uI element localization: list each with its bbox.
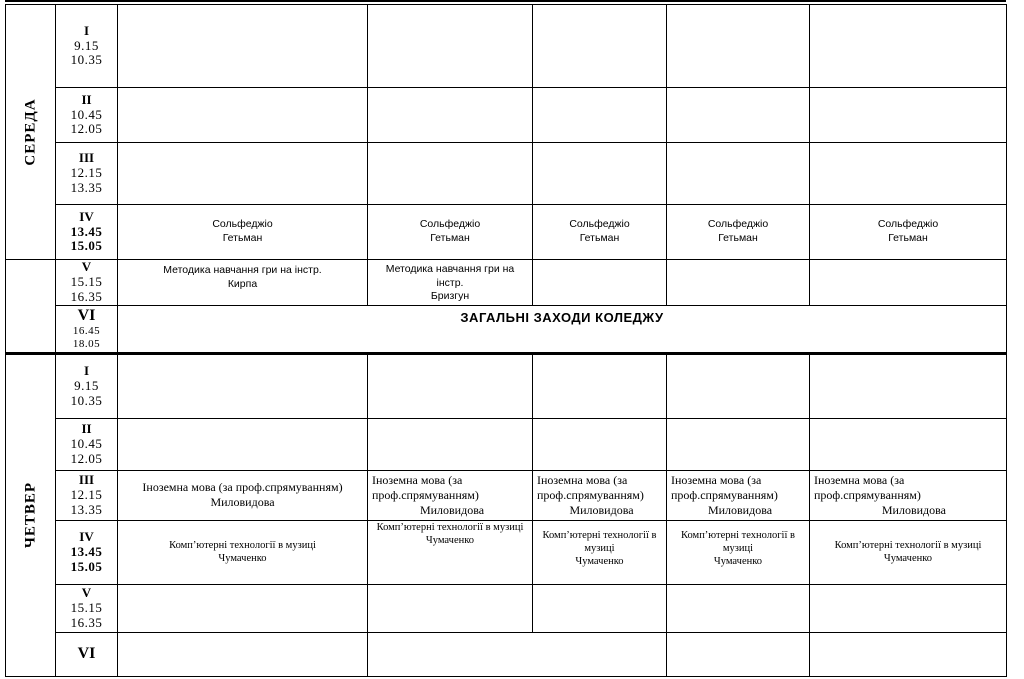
wed-row-6	[6, 305, 1007, 353]
pair-cell: V 15.15 16.35	[56, 584, 118, 632]
thu-row-2	[6, 418, 1007, 470]
lesson-cell: Сольфеджіо Гетьман	[118, 205, 368, 260]
empty-cell	[810, 632, 1007, 676]
lesson-cell: Іноземна мова (за проф.спрямуванням) Миловидова	[533, 470, 667, 520]
wed-row-5	[6, 260, 1007, 306]
lesson-cell: Комп’ютерні технології в музиці Чумаченко	[533, 520, 667, 584]
pair-cell: I 9.15 10.35	[56, 5, 118, 88]
pair-cell: IV 13.45 15.05	[56, 205, 118, 260]
top-border	[5, 0, 1006, 2]
empty-cell	[118, 584, 368, 632]
empty-cell	[810, 418, 1007, 470]
empty-cell	[533, 584, 667, 632]
empty-cell	[667, 5, 810, 88]
lesson-cell: Іноземна мова (за проф.спрямуванням) Миловидова	[118, 470, 368, 520]
empty-cell	[667, 584, 810, 632]
empty-cell	[368, 5, 533, 88]
empty-cell	[118, 418, 368, 470]
college-event-banner: ЗАГАЛЬНІ ЗАХОДИ КОЛЕДЖУ	[118, 305, 1007, 353]
empty-cell	[368, 143, 533, 205]
thu-row-1	[6, 353, 1007, 418]
lesson-cell: Комп’ютерні технології в музиці Чумаченко	[667, 520, 810, 584]
lesson-cell: Комп’ютерні технології в музиці Чумаченко	[810, 520, 1007, 584]
empty-cell	[810, 584, 1007, 632]
lesson-cell: Сольфеджіо Гетьман	[810, 205, 1007, 260]
pair-cell: II 10.45 12.05	[56, 418, 118, 470]
lesson-cell: Методика навчання гри на інстр. Кирпа	[118, 260, 368, 306]
empty-cell	[533, 418, 667, 470]
empty-cell	[533, 143, 667, 205]
empty-cell	[118, 143, 368, 205]
wed-row-4	[6, 205, 1007, 260]
lesson-cell: Іноземна мова (за проф.спрямуванням) Миловидова	[810, 470, 1007, 520]
empty-cell	[667, 632, 810, 676]
empty-cell	[118, 88, 368, 143]
day-label-blank	[6, 260, 56, 354]
empty-cell	[810, 353, 1007, 418]
day-label-wednesday: СЕРЕДА	[6, 5, 56, 260]
empty-cell	[667, 143, 810, 205]
empty-cell	[368, 584, 533, 632]
pair-cell: V 15.15 16.35	[56, 260, 118, 306]
empty-cell	[533, 88, 667, 143]
empty-cell	[667, 260, 810, 306]
empty-cell	[118, 632, 368, 676]
pair-cell: VI	[56, 632, 118, 676]
empty-cell	[368, 353, 533, 418]
pair-cell: VI 16.45 18.05	[56, 305, 118, 353]
empty-cell	[368, 632, 667, 676]
day-label-thursday: ЧЕТВЕР	[6, 353, 56, 676]
lesson-cell: Іноземна мова (за проф.спрямуванням) Миловидова	[368, 470, 533, 520]
wed-row-3	[6, 143, 1007, 205]
lesson-cell: Сольфеджіо Гетьман	[667, 205, 810, 260]
lesson-cell: Комп’ютерні технології в музиці Чумаченко	[118, 520, 368, 584]
empty-cell	[533, 5, 667, 88]
pair-cell: IV 13.45 15.05	[56, 520, 118, 584]
empty-cell	[368, 88, 533, 143]
empty-cell	[533, 353, 667, 418]
empty-cell	[810, 260, 1007, 306]
schedule-table	[5, 4, 1007, 677]
pair-cell: II 10.45 12.05	[56, 88, 118, 143]
thu-row-6	[6, 632, 1007, 676]
empty-cell	[368, 418, 533, 470]
lesson-cell: Методика навчання гри на інстр. Бризгун	[368, 260, 533, 306]
empty-cell	[667, 353, 810, 418]
empty-cell	[118, 5, 368, 88]
empty-cell	[667, 88, 810, 143]
empty-cell	[810, 143, 1007, 205]
lesson-cell: Сольфеджіо Гетьман	[368, 205, 533, 260]
pair-cell: I 9.15 10.35	[56, 353, 118, 418]
empty-cell	[118, 353, 368, 418]
empty-cell	[810, 5, 1007, 88]
empty-cell	[667, 418, 810, 470]
thu-row-3	[6, 470, 1007, 520]
lesson-cell: Комп’ютерні технології в музиці Чумаченко	[368, 520, 533, 584]
lesson-cell: Сольфеджіо Гетьман	[533, 205, 667, 260]
pair-cell: III 12.15 13.35	[56, 470, 118, 520]
empty-cell	[533, 260, 667, 306]
wed-row-2	[6, 88, 1007, 143]
empty-cell	[810, 88, 1007, 143]
lesson-cell: Іноземна мова (за проф.спрямуванням) Миловидова	[667, 470, 810, 520]
wed-row-1	[6, 5, 1007, 88]
pair-cell: III 12.15 13.35	[56, 143, 118, 205]
thu-row-5	[6, 584, 1007, 632]
thu-row-4	[6, 520, 1007, 584]
